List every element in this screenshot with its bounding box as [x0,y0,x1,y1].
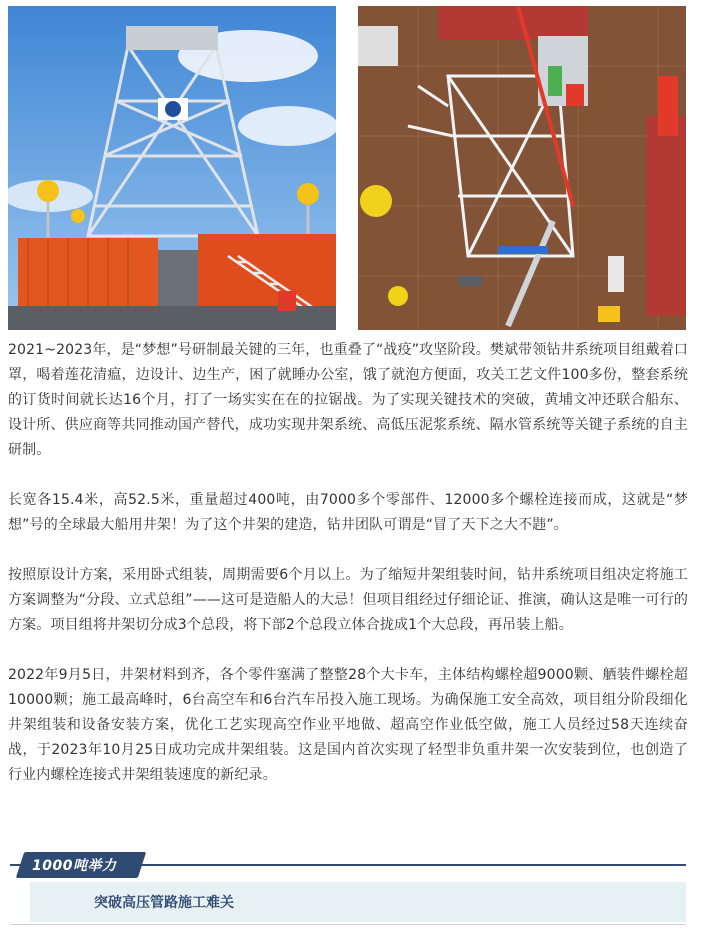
article-paragraph-2: 长宽各15.4米，高52.5米，重量超过400吨，由7000多个零部件、12000多个螺栓连接而成，这就是“梦想”号的全球最大船用井架！为了这个井架的建造，钻井团队可谓是“冒了天下之大不韪”。 [8,492,688,533]
derrick-photo-left [8,6,336,330]
article-paragraph-4: 2022年9月5日，井架材料到齐，各个零件塞满了整整28个大卡车，主体结构螺栓超9000颗、舾装件螺栓超10000颗；施工最高峰时，6台高空车和6台汽车吊投入施工现场。为确保施工安全高效，项目组分阶段细化井架组装和设备安装方案，优化工艺实现高空作业平地做、超高空作业低空做，施工人员经过58天连续奋战，于2023年10月25日成功完成井架组装。这是国内首次实现了轻型非负重井架一次安装到位，也创造了行业内螺栓连接式井架组装速度的新纪录。 [8,667,688,783]
derrick-photo-right [358,6,686,330]
section-header [10,848,688,926]
article-paragraph-3: 按照原设计方案，采用卧式组装，周期需要6个月以上。为了缩短井架组装时间，钻井系统项目组决定将施工方案调整为“分段、立式总组”——这可是造船人的大忌！但项目组经过仔细论证、推演，确认这是唯一可行的方案。项目组将井架切分成3个总段，将下部2个总段立体合拢成1个大总段，再吊装上船。 [8,567,688,633]
article-paragraph-1: 2021~2023年，是“梦想”号研制最关键的三年，也重叠了“战疫”攻坚阶段。樊斌带领钻井系统项目组戴着口罩，喝着莲花清瘟，边设计、边生产，困了就睡办公室，饿了就泡方便面，攻关工艺文件100多份，整套系统的订货时间就长达16个月，打了一场实实在在的拉锯战。为了实现关键技术的突破，黄埔文冲还联合船东、设计所、供应商等共同推动国产替代，成功实现井架系统、高低压泥浆系统、隔水管系统等关键子系统的自主研制。 [8,342,688,458]
derrick-deck-illustration [8,6,336,330]
section-subtitle: 突破高压管路施工难关 [94,895,234,911]
section-bottom-line [10,924,686,925]
section-tag-label: 1000吨举力 [32,858,117,874]
derrick-aerial-illustration [358,6,686,330]
article-body [8,338,688,813]
